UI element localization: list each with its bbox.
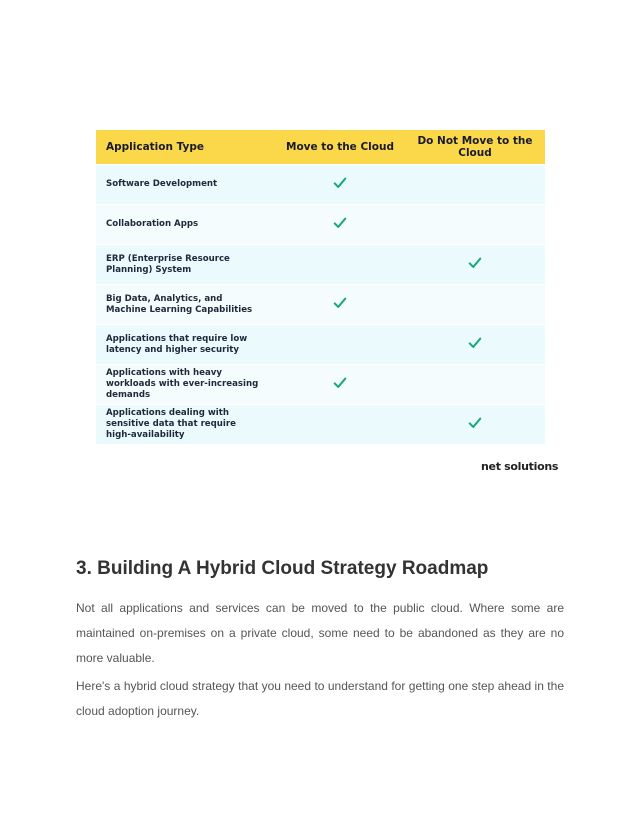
application-type-cell: Collaboration Apps — [106, 219, 199, 229]
check-icon — [468, 256, 482, 270]
table-row — [96, 404, 545, 444]
table-row — [96, 244, 545, 284]
header-do-not-move: Do Not Move to the Cloud — [417, 135, 533, 159]
application-type-cell: ERP (Enterprise Resource Planning) System — [106, 253, 230, 275]
do-not-move-cell — [405, 256, 545, 274]
paragraph-intro: Not all applications and services can be moved to the public cloud. Where some are maintained on-premises on a private cloud, some need to be abandoned as they are no more valuable. — [76, 601, 564, 665]
move-to-cloud-cell — [275, 376, 405, 394]
move-to-cloud-cell — [275, 296, 405, 314]
move-to-cloud-cell — [275, 176, 405, 194]
application-type-cell: Software Development — [106, 179, 218, 189]
table-body — [96, 164, 545, 444]
application-type-cell: Applications with heavy workloads with ever-increasing demands — [106, 368, 259, 400]
table-row — [96, 164, 545, 204]
header-move-to-cloud: Move to the Cloud — [286, 141, 394, 153]
check-icon — [468, 336, 482, 350]
section-heading: 3. Building A Hybrid Cloud Strategy Roadmap — [76, 558, 489, 579]
table-row — [96, 204, 545, 244]
do-not-move-cell — [405, 416, 545, 434]
table-row — [96, 324, 545, 364]
application-type-cell: Applications dealing with sensitive data that require high-availability — [106, 408, 236, 440]
move-to-cloud-cell — [275, 216, 405, 234]
check-icon — [333, 216, 347, 230]
check-icon — [468, 416, 482, 430]
check-icon — [333, 176, 347, 190]
application-type-cell: Applications that require low latency and higher security — [106, 333, 248, 355]
check-icon — [333, 376, 347, 390]
net-solutions-logo: net solutions — [481, 460, 559, 473]
table-row — [96, 284, 545, 324]
table-row — [96, 364, 545, 404]
paragraph-strategy: Here's a hybrid cloud strategy that you need to understand for getting one step ahead in the cloud adoption journey. — [76, 679, 564, 718]
table-header — [96, 130, 545, 164]
header-application-type: Application Type — [106, 141, 205, 153]
cloud-migration-table — [96, 130, 545, 444]
check-icon — [333, 296, 347, 310]
application-type-cell: Big Data, Analytics, and Machine Learning Capabilities — [106, 293, 253, 315]
do-not-move-cell — [405, 336, 545, 354]
